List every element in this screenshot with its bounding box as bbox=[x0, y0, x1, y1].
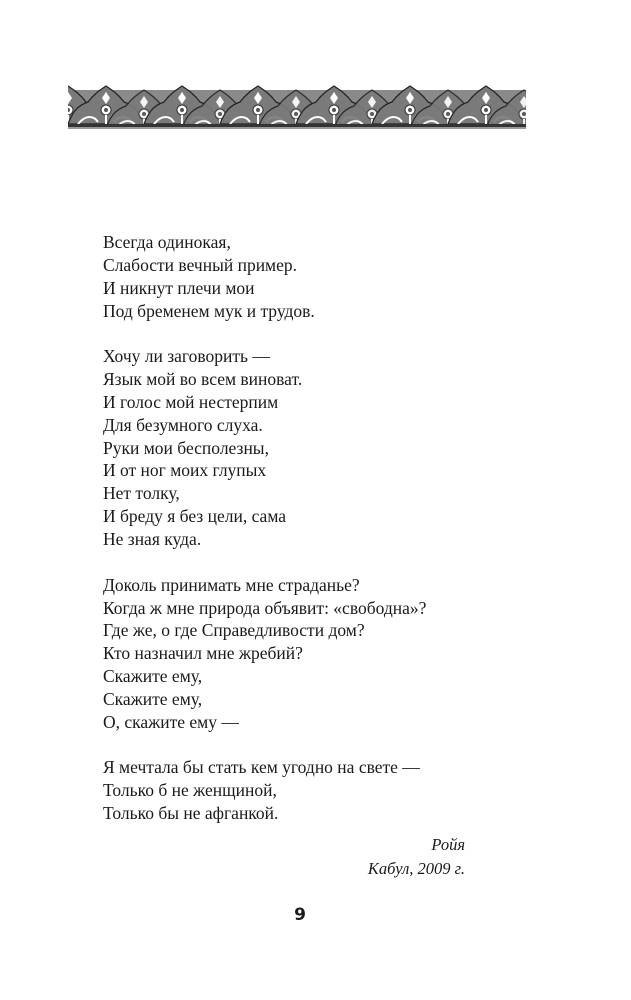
poem-author: Ройя bbox=[431, 835, 465, 854]
poem-line: Под бременем мук и трудов. bbox=[103, 300, 315, 321]
poem-line: И от ног моих глупых bbox=[103, 460, 267, 481]
poem bbox=[103, 231, 426, 848]
poem-line: Хочу ли заговорить — bbox=[103, 346, 270, 367]
poem-line: Где же, о где Справедливости дом? bbox=[103, 620, 365, 641]
poem-line: И голос мой нестерпим bbox=[103, 391, 279, 412]
poem-line: Нет толку, bbox=[103, 483, 180, 504]
poem-line: Всегда одинокая, bbox=[103, 232, 231, 252]
stanza bbox=[103, 231, 426, 322]
poem-line: Слабости вечный пример. bbox=[103, 254, 298, 275]
stanza bbox=[103, 345, 426, 551]
poem-line: Кто назначил мне жребий? bbox=[103, 643, 303, 664]
poem-line: Скажите ему, bbox=[103, 688, 203, 709]
poem-place-date: Кабул, 2009 г. bbox=[367, 859, 465, 878]
poem-line: Не зная куда. bbox=[103, 528, 202, 549]
poem-line: Доколь принимать мне страданье? bbox=[103, 574, 360, 595]
poem-line: О, скажите ему — bbox=[103, 711, 239, 732]
poem-line: Язык мой во всем виноват. bbox=[103, 369, 303, 390]
poem-line: И бреду я без цели, сама bbox=[103, 506, 287, 527]
poem-line: Только б не женщиной, bbox=[103, 780, 277, 801]
poem-line: Я мечтала бы стать кем угодно на свете — bbox=[103, 757, 420, 778]
poem-line: И никнут плечи мои bbox=[103, 277, 255, 298]
page-number: 9 bbox=[294, 905, 306, 925]
stanza bbox=[103, 574, 426, 734]
poem-line: Руки мои бесполезны, bbox=[103, 437, 269, 458]
poem-line: Для безумного слуха. bbox=[103, 414, 263, 435]
poem-line: Скажите ему, bbox=[103, 666, 203, 687]
ornament-border-icon bbox=[68, 84, 526, 130]
stanza bbox=[103, 756, 426, 825]
poem-line: Когда ж мне природа объявит: «свободна»? bbox=[103, 597, 427, 618]
poem-line: Только бы не афганкой. bbox=[103, 803, 279, 824]
